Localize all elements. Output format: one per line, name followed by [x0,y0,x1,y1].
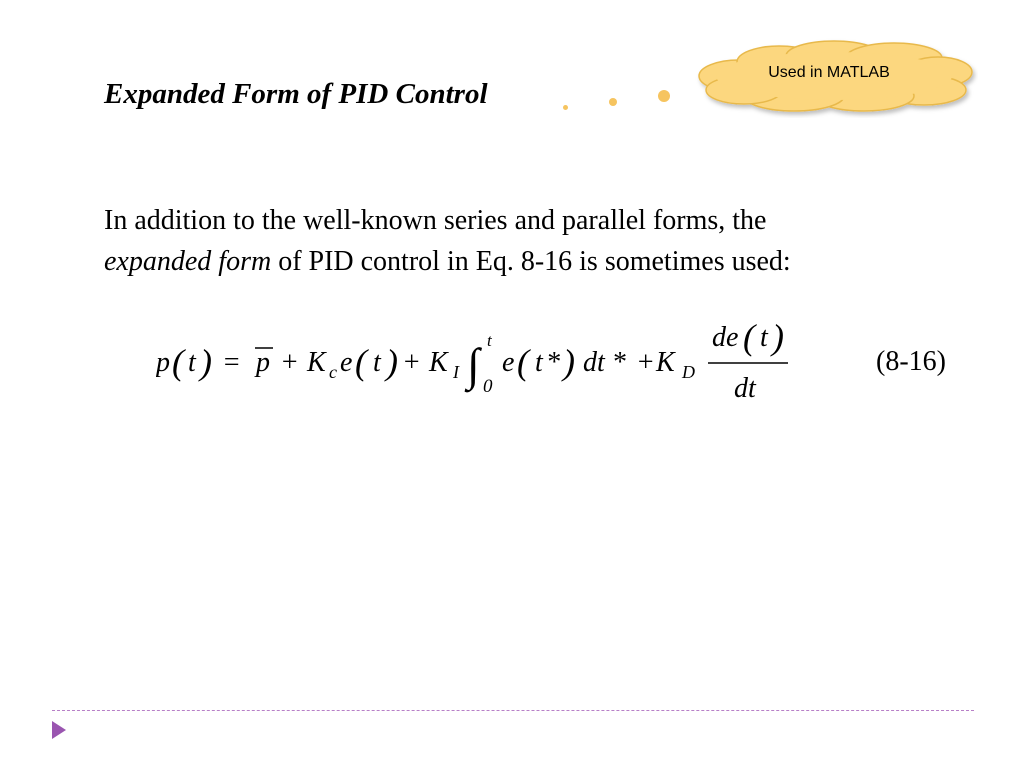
thought-dot-small [563,105,568,110]
body-paragraph [104,200,984,282]
eq-e1: e [340,347,353,378]
eq-t3: t [535,347,543,378]
thought-dot-medium [609,98,617,106]
eq-equals: = [222,347,241,378]
eq-KI: K [429,347,448,378]
eq-plus-3: + [636,347,655,378]
body-emphasis: expanded form [104,246,272,277]
eq-sub-D: D [682,362,695,382]
equation-graphic [156,318,796,408]
eq-paren-close: ) [200,342,212,382]
eq-numerator: de [712,322,739,353]
eq-paren-open-4: ( [743,318,755,357]
slide-marker-triangle-icon [52,721,66,739]
eq-plus-2: + [402,347,421,378]
eq-pbar: p [256,347,270,378]
eq-paren-close-3: ) [563,342,575,382]
eq-paren-open: ( [172,342,184,382]
body-line-2 [104,241,984,282]
eq-paren-close-4: ) [772,318,784,357]
footer-divider [52,710,974,711]
eq-sub-c: c [329,362,337,382]
eq-p: p [156,347,170,378]
eq-t2: t [373,347,381,378]
eq-upper-limit: t [487,331,492,350]
eq-star: * [546,347,560,378]
eq-Kc: K [307,347,326,378]
eq-e2: e [502,347,515,378]
eq-lower-limit: 0 [483,376,493,397]
eq-denominator: dt [734,373,756,404]
equation-number: (8-16) [876,346,946,377]
eq-paren-open-3: ( [517,342,529,382]
callout-text: Used in MATLAB [768,64,890,81]
body-line-1: In addition to the well-known series and parallel forms, the [104,205,767,236]
thought-dot-large [658,90,670,102]
eq-t4: t [760,322,768,353]
slide-title: Expanded Form of PID Control [104,78,488,110]
eq-paren-close-2: ) [386,342,398,382]
eq-dtstar: dt * [583,347,626,378]
body-line-2-rest: of PID control in Eq. 8-16 is sometimes used: [271,246,791,277]
integral-sign-icon: ∫ [467,339,480,390]
callout-cloud [694,38,978,118]
eq-sub-I: I [453,362,459,382]
eq-paren-open-2: ( [355,342,367,382]
eq-plus-1: + [280,347,299,378]
eq-KD: K [656,347,675,378]
eq-t: t [188,347,196,378]
